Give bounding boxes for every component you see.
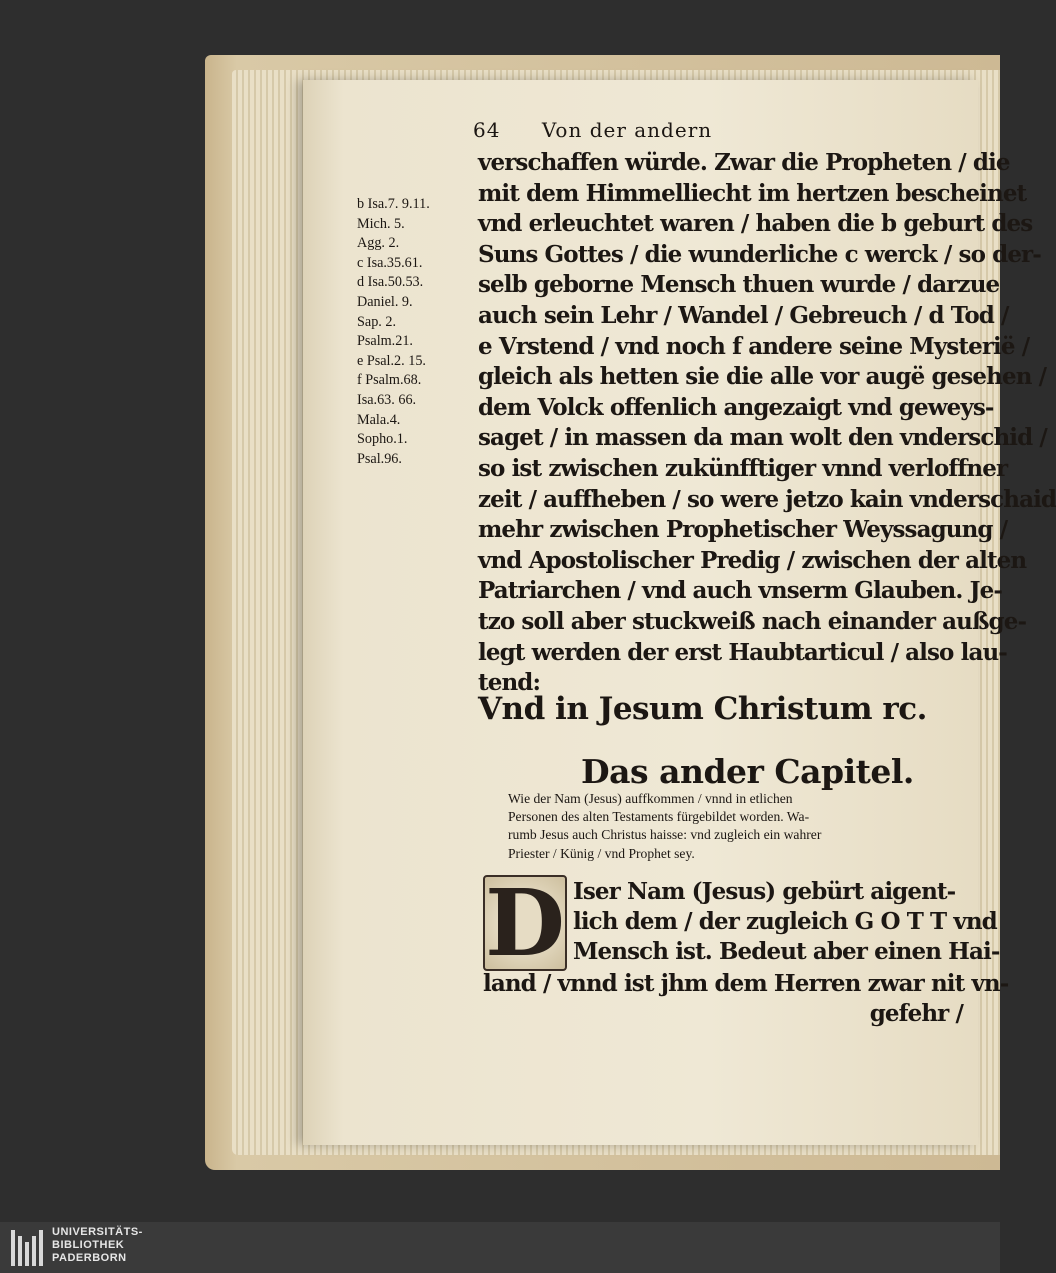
margin-note: e Psal.2. 15. xyxy=(357,352,426,369)
library-footer xyxy=(0,1222,1000,1273)
text-line: e Vrstend / vnd noch f andere seine Mysterië / xyxy=(478,332,1030,360)
text-line: Patriarchen / vnd auch vnserm Glauben. Je- xyxy=(478,577,1002,605)
text-line: Iser Nam (Jesus) gebürt aigent- xyxy=(573,878,956,905)
chapter-title: Das ander Capitel. xyxy=(581,752,914,791)
margin-note: b Isa.7. 9.11. xyxy=(357,196,430,212)
text-line: Suns Gottes / die wunderliche c werck / so der- xyxy=(478,240,1041,268)
library-name xyxy=(52,1226,143,1265)
summary-line: Personen des alten Testaments fürgebildet worden. Wa- xyxy=(508,809,810,825)
library-name-line: UNIVERSITÄTS- xyxy=(52,1226,143,1238)
text-line: gleich als hetten sie die alle vor augë gesehen / xyxy=(478,363,1047,391)
text-line: so ist zwischen zukünfftiger vnnd verloffner xyxy=(478,454,1008,482)
margin-note: Mala.4. xyxy=(357,411,401,428)
text-line: Mensch ist. Bedeut aber einen Hai- xyxy=(573,938,1000,965)
library-name-line: PADERBORN xyxy=(52,1252,127,1264)
closing-phrase: Vnd in Jesum Christum rc. xyxy=(478,691,927,727)
margin-note: Mich. 5. xyxy=(357,215,405,232)
text-line: mit dem Himmelliecht im hertzen bescheinet xyxy=(478,179,1027,207)
paragraph-indented xyxy=(573,877,1000,967)
text-line: saget / in massen da man wolt den vnderschid / xyxy=(478,424,1047,452)
library-logo-icon xyxy=(11,1230,45,1266)
page-content xyxy=(303,80,1056,1145)
text-line: vnd erleuchtet waren / haben die b geburt des xyxy=(478,210,1033,238)
margin-note: Daniel. 9. xyxy=(357,293,413,310)
summary-line: Wie der Nam (Jesus) auffkommen / vnnd in etlichen xyxy=(508,791,793,806)
main-text xyxy=(478,148,1056,699)
running-header xyxy=(473,118,712,142)
decorated-initial: D xyxy=(483,875,567,971)
margin-note: Sap. 2. xyxy=(357,313,397,330)
text-line: lich dem / der zugleich G O T T vnd xyxy=(573,908,997,935)
text-line: zeit / auffheben / so were jetzo kain vnderschaid xyxy=(478,485,1056,513)
paragraph-continuation xyxy=(483,969,1009,1029)
text-line: dem Volck offenlich angezaigt vnd geweys- xyxy=(478,393,994,421)
margin-note: Agg. 2. xyxy=(357,235,400,252)
margin-note: d Isa.50.53. xyxy=(357,274,424,291)
chapter-summary xyxy=(508,790,958,863)
text-line: land / vnnd ist jhm dem Herren zwar nit vn- xyxy=(483,970,1009,997)
summary-line: rumb Jesus auch Christus haisse: vnd zugleich ein wahrer xyxy=(508,827,822,843)
library-name-line: BIBLIOTHEK xyxy=(52,1239,125,1251)
page-number: 64 xyxy=(473,118,501,142)
margin-note: Isa.63. 66. xyxy=(357,391,417,408)
text-line: mehr zwischen Prophetischer Weyssagung / xyxy=(478,516,1008,544)
margin-references xyxy=(357,195,467,469)
margin-note: f Psalm.68. xyxy=(357,372,422,389)
catchword: gefehr / xyxy=(869,1000,963,1027)
text-line: vnd Apostolischer Predig / zwischen der alten xyxy=(478,546,1027,574)
text-line: tend: xyxy=(478,669,541,697)
book-page xyxy=(303,80,1056,1145)
text-line: legt werden der erst Haubtarticul / also lau- xyxy=(478,638,1007,666)
margin-note: Sopho.1. xyxy=(357,431,408,448)
margin-note: c Isa.35.61. xyxy=(357,254,423,271)
running-title: Von der andern xyxy=(541,118,713,142)
margin-note: Psalm.21. xyxy=(357,333,413,350)
text-line: verschaffen würde. Zwar die Propheten / die xyxy=(478,149,1010,176)
summary-line: Priester / Künig / vnd Prophet sey. xyxy=(508,845,695,861)
text-line: tzo soll aber stuckweiß nach einander außge- xyxy=(478,607,1027,635)
text-line: selb geborne Mensch thuen wurde / darzue xyxy=(478,271,1000,299)
margin-note: Psal.96. xyxy=(357,450,402,467)
text-line: auch sein Lehr / Wandel / Gebreuch / d Tod / xyxy=(478,301,1009,329)
